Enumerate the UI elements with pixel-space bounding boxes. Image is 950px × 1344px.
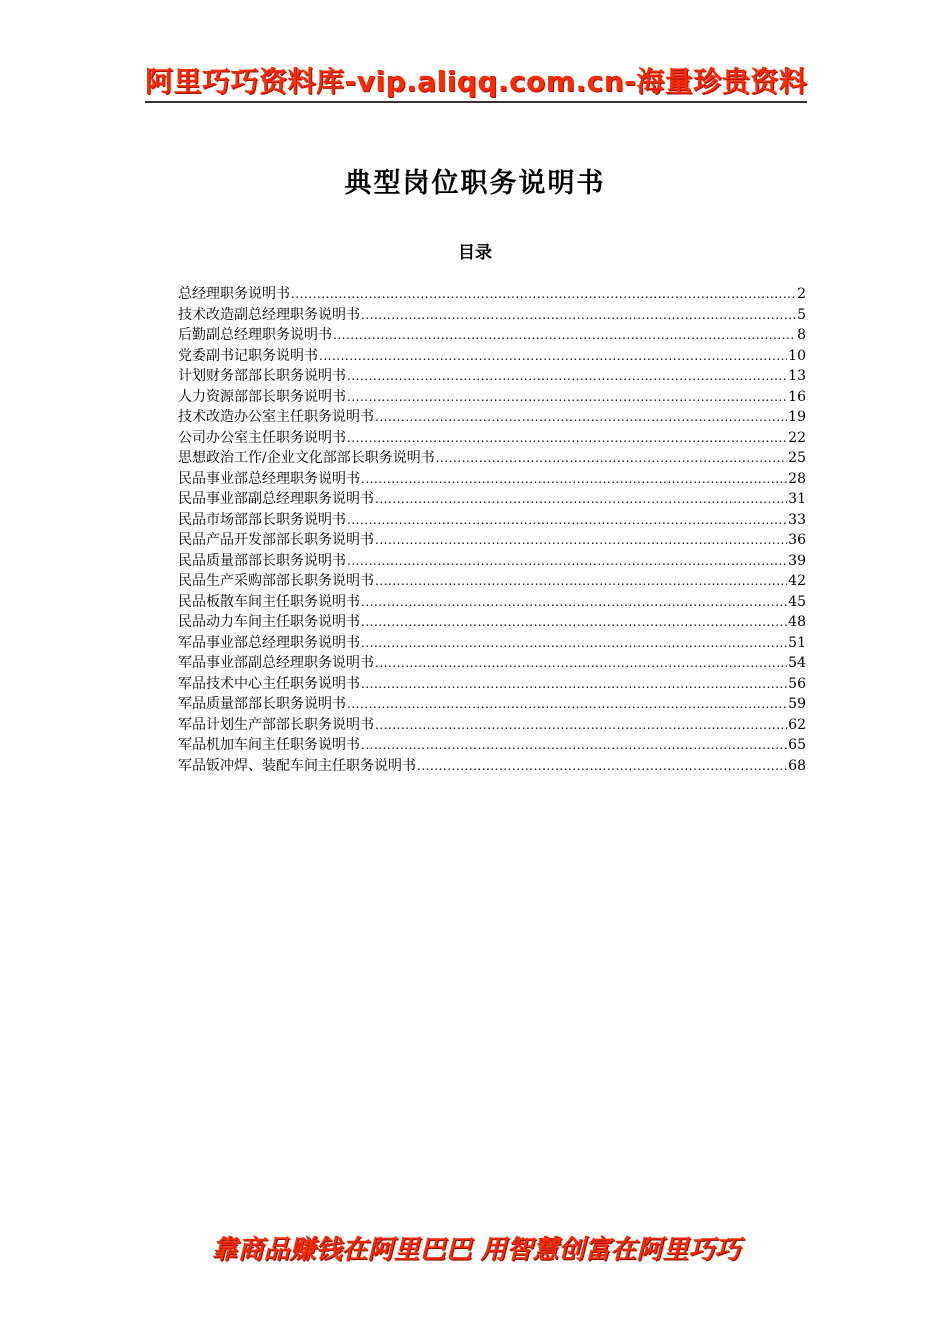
toc-dot-leader xyxy=(375,407,787,428)
toc-dot-leader xyxy=(417,756,787,777)
toc-dot-leader xyxy=(291,284,796,305)
toc-entry[interactable] xyxy=(178,592,806,613)
toc-entry[interactable] xyxy=(178,387,806,408)
toc-entry-label: 总经理职务说明书 xyxy=(178,286,290,302)
toc-entry[interactable] xyxy=(178,305,806,326)
toc-entry-label: 军品技术中心主任职务说明书 xyxy=(178,675,360,692)
toc-entry-page-number: 54 xyxy=(788,655,806,671)
toc-dot-leader xyxy=(361,633,787,654)
toc-entry[interactable] xyxy=(178,571,806,592)
toc-entry-label: 军品钣冲焊、装配车间主任职务说明书 xyxy=(178,757,416,774)
toc-entry-page-number: 68 xyxy=(788,757,806,774)
toc-entry-page-number: 45 xyxy=(788,593,806,610)
toc-dot-leader xyxy=(347,694,787,715)
toc-dot-leader xyxy=(319,346,787,367)
toc-entry-page-number: 2 xyxy=(797,286,806,302)
toc-entry-label: 公司办公室主任职务说明书 xyxy=(178,429,346,446)
toc-entry-page-number: 59 xyxy=(788,696,806,712)
toc-entry-label: 计划财务部部长职务说明书 xyxy=(178,368,346,384)
toc-entry[interactable] xyxy=(178,756,806,777)
toc-entry-label: 民品事业部总经理职务说明书 xyxy=(178,470,360,487)
toc-heading: 目录 xyxy=(458,243,492,263)
toc-dot-leader xyxy=(375,653,787,674)
toc-entry-label: 人力资源部部长职务说明书 xyxy=(178,388,346,405)
toc-dot-leader xyxy=(361,612,787,633)
toc-entry[interactable] xyxy=(178,694,806,715)
toc-entry[interactable] xyxy=(178,653,806,674)
toc-entry[interactable] xyxy=(178,325,806,346)
toc-dot-leader xyxy=(375,571,787,592)
toc-entry-page-number: 36 xyxy=(788,532,806,548)
footer-banner: 靠商品赚钱在阿里巴巴 用智慧创富在阿里巧巧 xyxy=(211,1235,741,1265)
toc-entry-page-number: 33 xyxy=(788,511,806,528)
toc-dot-leader xyxy=(361,674,787,695)
toc-entry-page-number: 51 xyxy=(788,634,806,651)
toc-entry-page-number: 56 xyxy=(788,675,806,692)
toc-dot-leader xyxy=(375,489,787,510)
document-title: 典型岗位职务说明书 xyxy=(344,168,606,199)
toc-entry-page-number: 39 xyxy=(788,552,806,569)
toc-entry-page-number: 42 xyxy=(788,573,806,589)
toc-entry-label: 后勤副总经理职务说明书 xyxy=(178,327,332,343)
toc-entry-page-number: 25 xyxy=(788,450,806,466)
header-banner: 阿里巧巧资料库-vip.aliqq.com.cn-海量珍贵资料 xyxy=(145,65,808,98)
toc-entry-label: 思想政治工作/企业文化部部长职务说明书 xyxy=(178,450,435,466)
toc-entry[interactable] xyxy=(178,612,806,633)
toc-dot-leader xyxy=(347,366,787,387)
toc-entry-label: 技术改造副总经理职务说明书 xyxy=(178,306,360,323)
toc-entry[interactable] xyxy=(178,489,806,510)
toc-entry[interactable] xyxy=(178,510,806,531)
toc-dot-leader xyxy=(361,735,787,756)
toc-entry-label: 军品质量部部长职务说明书 xyxy=(178,696,346,712)
toc-dot-leader xyxy=(436,448,787,469)
toc-entry[interactable] xyxy=(178,284,806,305)
toc-entry-label: 民品产品开发部部长职务说明书 xyxy=(178,532,374,548)
toc-entry-label: 军品事业部总经理职务说明书 xyxy=(178,634,360,651)
toc-entry[interactable] xyxy=(178,715,806,736)
toc-entry[interactable] xyxy=(178,551,806,572)
toc-entry[interactable] xyxy=(178,346,806,367)
toc-entry[interactable] xyxy=(178,633,806,654)
toc-dot-leader xyxy=(361,592,787,613)
toc-entry[interactable] xyxy=(178,448,806,469)
toc-entry-page-number: 5 xyxy=(797,306,806,323)
toc-entry-label: 民品动力车间主任职务说明书 xyxy=(178,614,360,630)
table-of-contents xyxy=(178,284,806,776)
toc-dot-leader xyxy=(361,305,796,326)
toc-entry-label: 民品质量部部长职务说明书 xyxy=(178,552,346,569)
toc-entry-label: 民品市场部部长职务说明书 xyxy=(178,511,346,528)
toc-entry[interactable] xyxy=(178,428,806,449)
toc-entry-page-number: 19 xyxy=(788,409,806,425)
toc-entry-page-number: 13 xyxy=(788,368,806,384)
toc-entry-label: 军品事业部副总经理职务说明书 xyxy=(178,655,374,671)
toc-entry-label: 技术改造办公室主任职务说明书 xyxy=(178,409,374,425)
toc-entry-label: 军品机加车间主任职务说明书 xyxy=(178,737,360,753)
toc-entry[interactable] xyxy=(178,530,806,551)
toc-entry[interactable] xyxy=(178,469,806,490)
toc-entry-label: 民品生产采购部部长职务说明书 xyxy=(178,573,374,589)
toc-entry-page-number: 48 xyxy=(788,614,806,630)
toc-dot-leader xyxy=(347,551,787,572)
toc-dot-leader xyxy=(361,469,787,490)
toc-entry[interactable] xyxy=(178,407,806,428)
toc-dot-leader xyxy=(347,510,787,531)
toc-entry-page-number: 31 xyxy=(788,491,806,507)
toc-entry-label: 党委副书记职务说明书 xyxy=(178,347,318,364)
toc-dot-leader xyxy=(347,387,787,408)
toc-entry[interactable] xyxy=(178,366,806,387)
toc-dot-leader xyxy=(333,325,796,346)
toc-entry-page-number: 10 xyxy=(788,347,806,364)
toc-entry-page-number: 8 xyxy=(797,327,806,343)
header-divider xyxy=(145,101,807,103)
toc-entry[interactable] xyxy=(178,735,806,756)
toc-dot-leader xyxy=(347,428,787,449)
toc-entry-page-number: 62 xyxy=(788,716,806,733)
toc-entry-page-number: 16 xyxy=(788,388,806,405)
toc-entry-page-number: 22 xyxy=(788,429,806,446)
toc-entry-label: 民品板散车间主任职务说明书 xyxy=(178,593,360,610)
toc-entry-page-number: 65 xyxy=(788,737,806,753)
toc-dot-leader xyxy=(375,530,787,551)
toc-entry-label: 民品事业部副总经理职务说明书 xyxy=(178,491,374,507)
toc-entry[interactable] xyxy=(178,674,806,695)
toc-dot-leader xyxy=(375,715,787,736)
toc-entry-page-number: 28 xyxy=(788,470,806,487)
toc-entry-label: 军品计划生产部部长职务说明书 xyxy=(178,716,374,733)
